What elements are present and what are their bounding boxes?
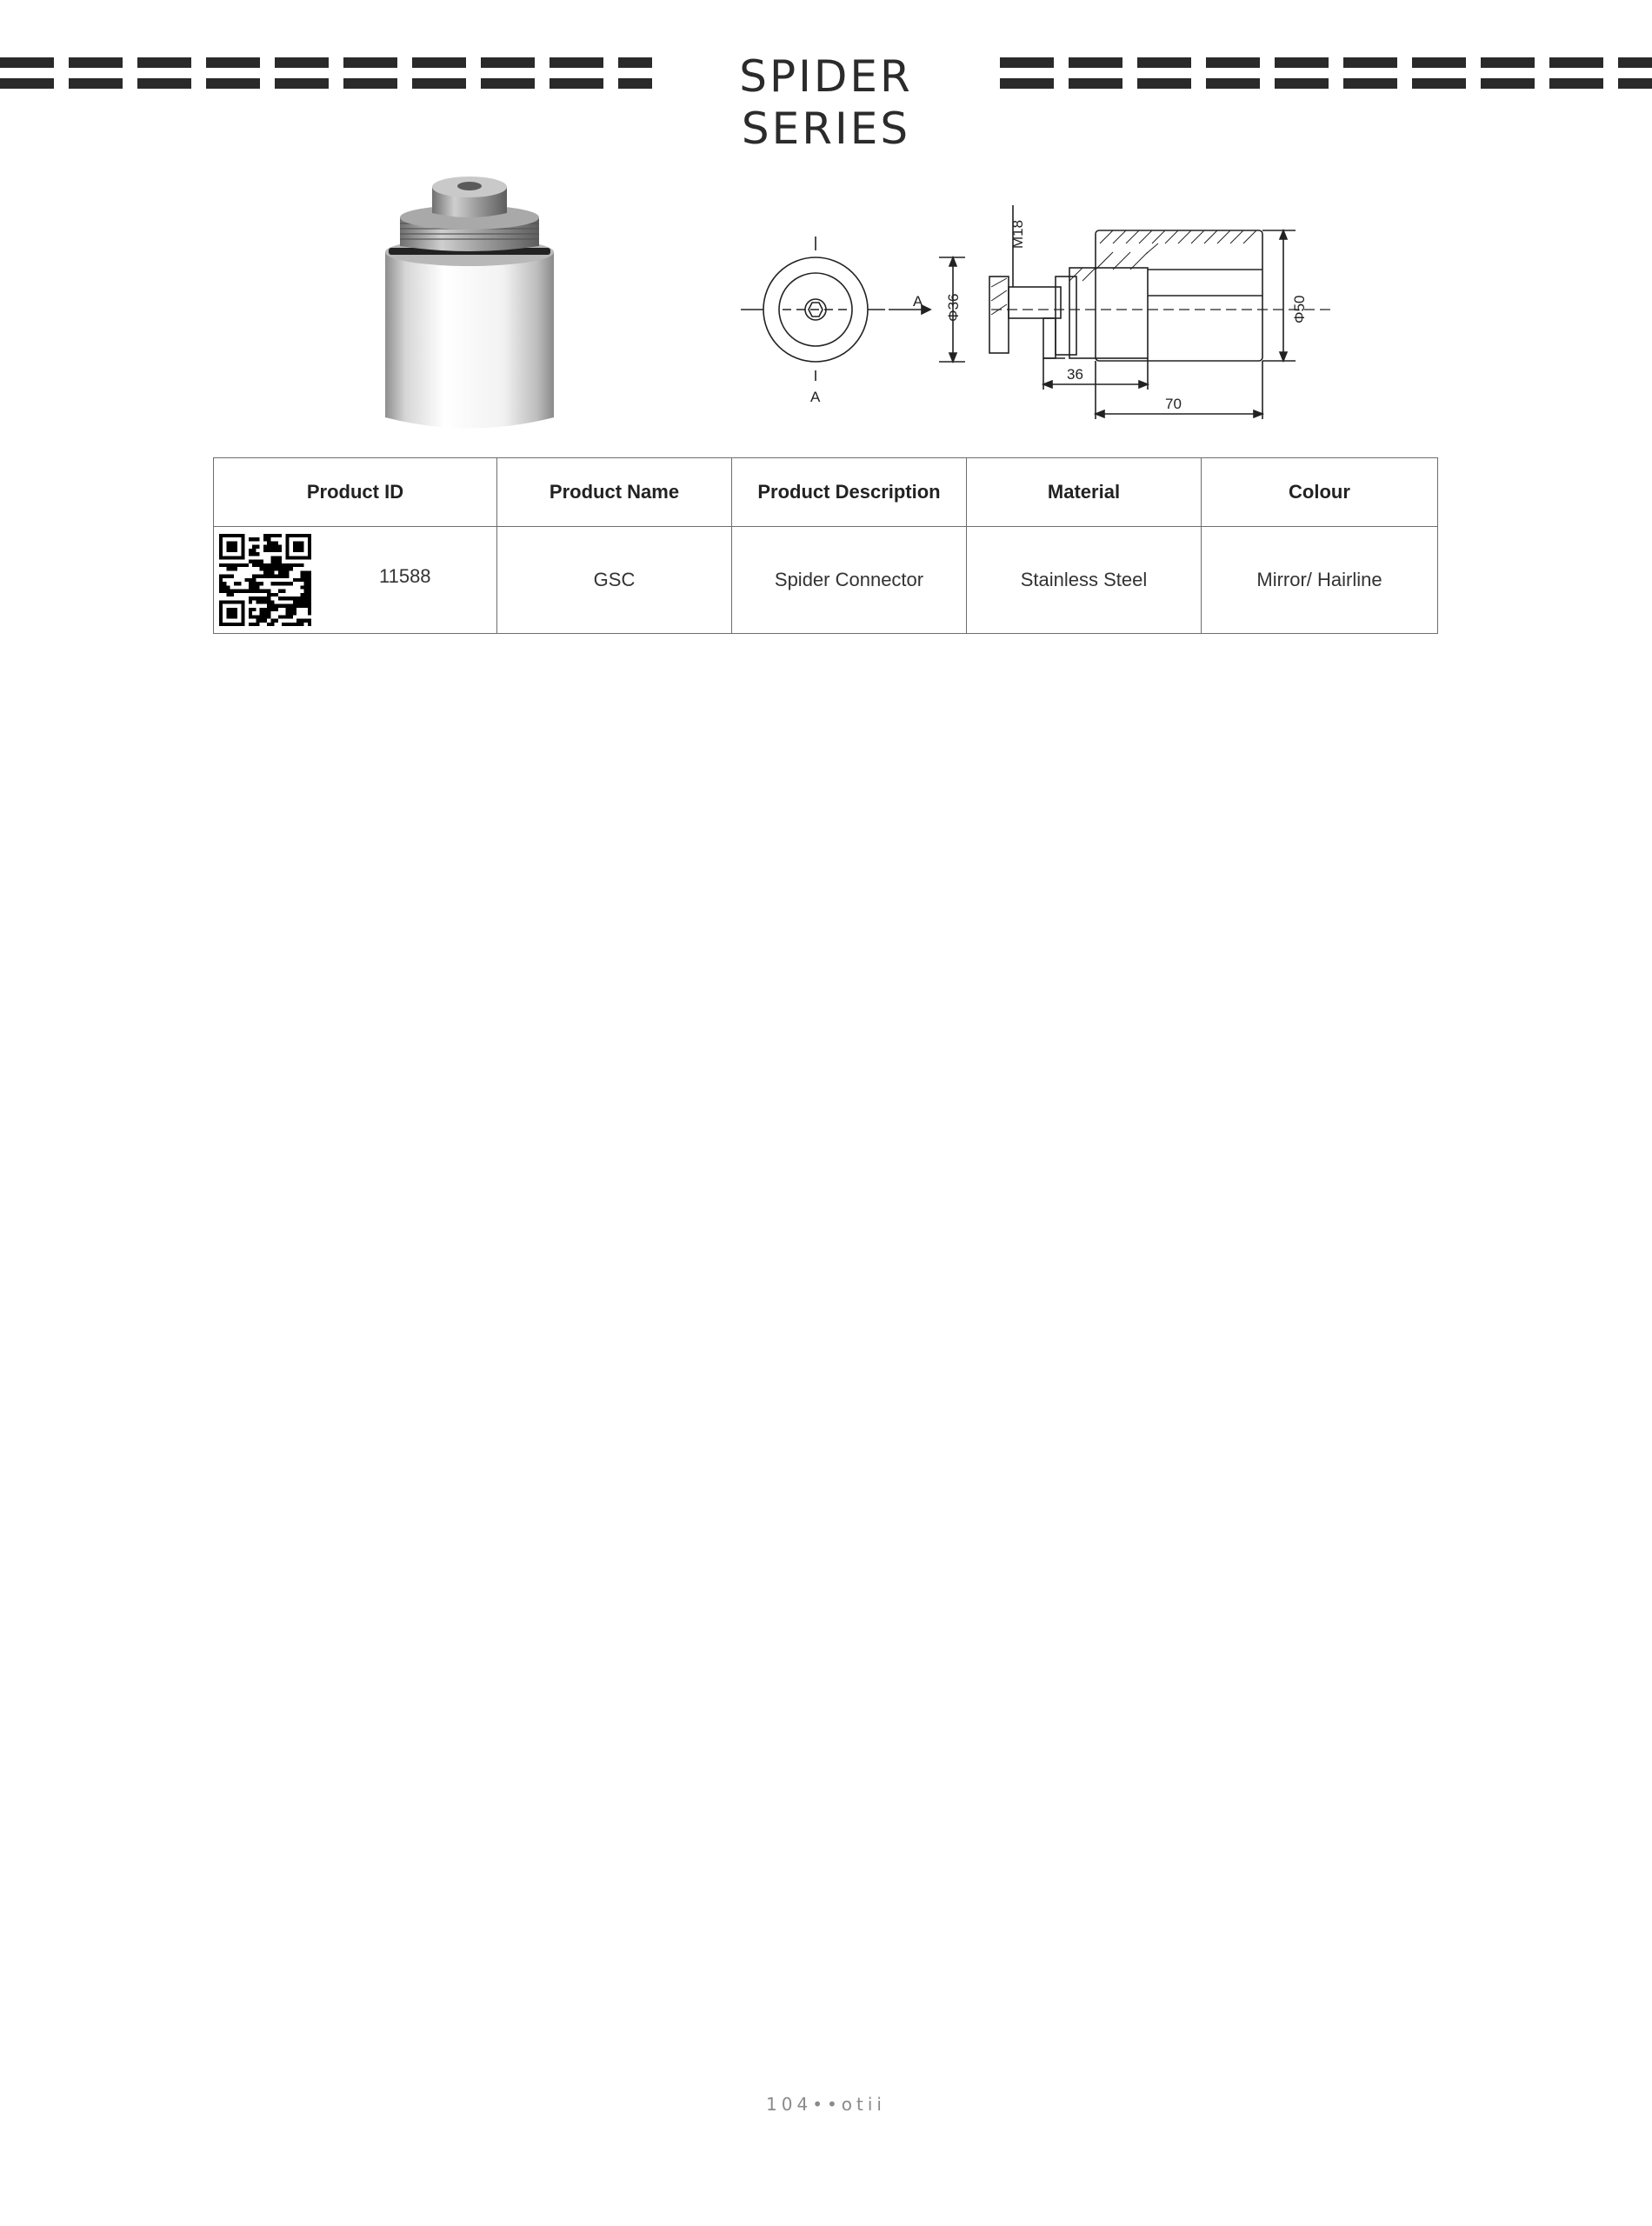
dimension-70: 70 (1165, 396, 1182, 412)
header-product-id: Product ID (214, 458, 497, 527)
section-label-a-bottom: A (810, 389, 821, 405)
header-dash (1069, 57, 1122, 68)
header-dash (1343, 57, 1397, 68)
header-dash (0, 78, 54, 89)
header-dash (275, 57, 329, 68)
header-dash (1343, 78, 1397, 89)
header-colour: Colour (1202, 458, 1438, 527)
header-dash (275, 78, 329, 89)
cell-product-id (214, 527, 497, 634)
header-band (0, 50, 1652, 154)
header-dash (69, 57, 123, 68)
header-dashes-left-top (0, 57, 687, 68)
cell-colour: Mirror/ Hairline (1202, 527, 1438, 634)
dimension-dia36: Φ36 (945, 293, 962, 322)
header-dash (1549, 57, 1603, 68)
header-dash (1412, 57, 1466, 68)
header-dash (1206, 57, 1260, 68)
header-material: Material (967, 458, 1202, 527)
header-dash (1000, 78, 1054, 89)
header-dash (1137, 78, 1191, 89)
header-dash (1275, 57, 1329, 68)
header-dash (1618, 57, 1652, 68)
header-dash (137, 78, 191, 89)
header-product-description: Product Description (732, 458, 967, 527)
header-dashes-left-bottom (0, 78, 687, 89)
page-title: SPIDER SERIES (652, 50, 1000, 103)
header-dashes-right-bottom (1000, 78, 1652, 89)
header-dash (1618, 78, 1652, 89)
cell-material: Stainless Steel (967, 527, 1202, 634)
header-dash (206, 57, 260, 68)
header-dash (137, 57, 191, 68)
header-product-name: Product Name (497, 458, 732, 527)
header-dash (1206, 78, 1260, 89)
header-dash (1069, 78, 1122, 89)
technical-drawing (730, 200, 1356, 435)
header-dash (69, 78, 123, 89)
header-dash (481, 78, 535, 89)
header-dashes-right-top (1000, 57, 1652, 68)
header-dash (412, 78, 466, 89)
dimension-dia50: Φ50 (1291, 295, 1308, 323)
header-dash (1275, 78, 1329, 89)
header-dash (1549, 78, 1603, 89)
header-dash (550, 78, 603, 89)
product-photo (370, 170, 570, 439)
header-dash (412, 57, 466, 68)
header-dash (1412, 78, 1466, 89)
section-label-a-right: A (913, 293, 923, 310)
header-dash (1137, 57, 1191, 68)
spec-table (213, 457, 1438, 634)
header-dash (550, 57, 603, 68)
cell-product-name: GSC (497, 527, 732, 634)
table-header-row (214, 458, 1438, 527)
cell-product-description: Spider Connector (732, 527, 967, 634)
header-dash (206, 78, 260, 89)
header-dash (481, 57, 535, 68)
header-dash (343, 78, 397, 89)
header-dash (0, 57, 54, 68)
qr-code[interactable] (219, 534, 311, 626)
header-dash (343, 57, 397, 68)
header-dash (1000, 57, 1054, 68)
page-number: 104••otii (766, 2094, 886, 2115)
header-dash (1481, 78, 1535, 89)
table-row (214, 527, 1438, 634)
product-id-value: 11588 (379, 565, 431, 587)
dimension-m18: M18 (1009, 219, 1026, 249)
dimension-36: 36 (1067, 366, 1083, 383)
header-dash (1481, 57, 1535, 68)
